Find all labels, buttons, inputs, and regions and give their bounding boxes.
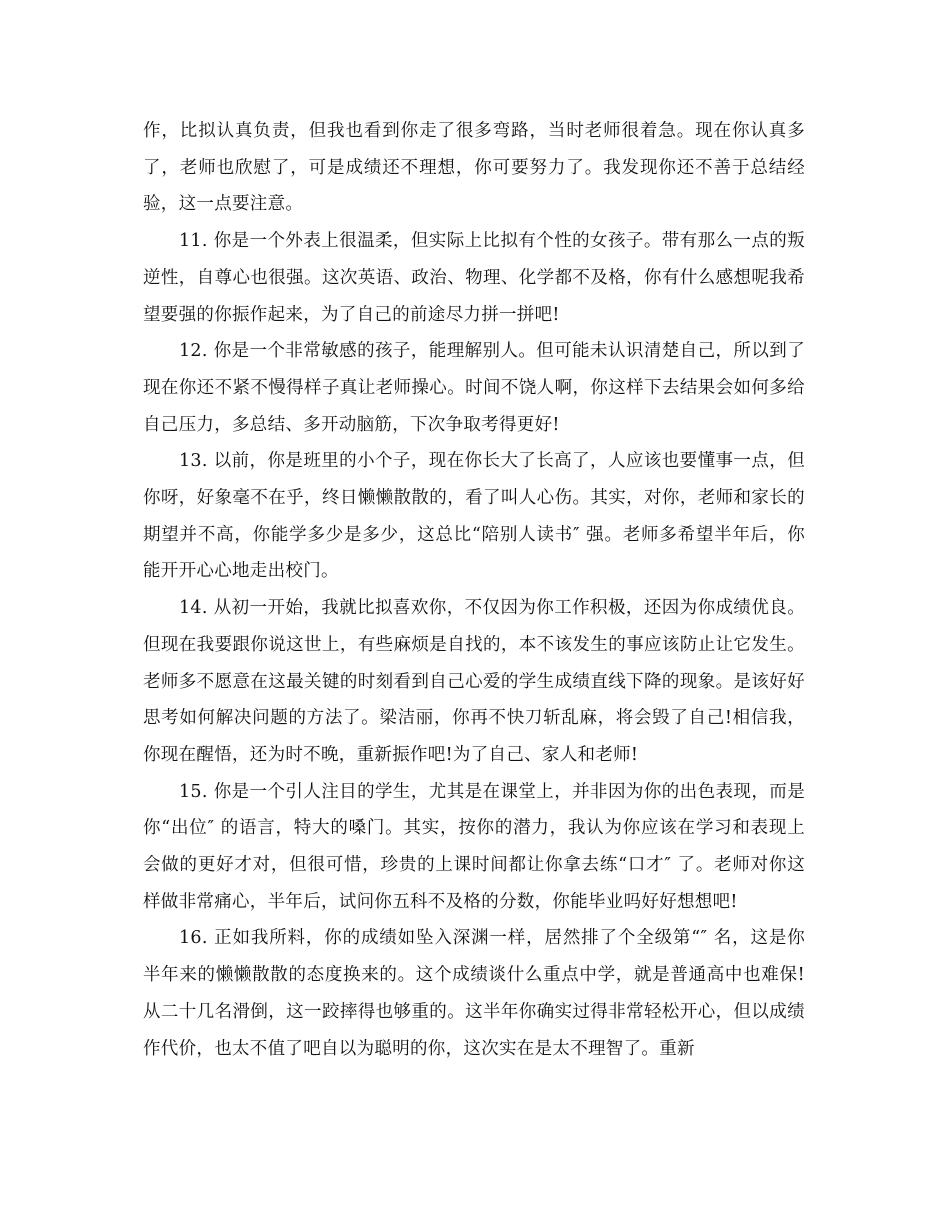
paragraph-item-15: 15. 你是一个引人注目的学生，尤其是在课堂上，并非因为你的出色表现，而是你“出位″ 的语言，特大的嗓门。其实，按你的潜力，我认为你应该在学习和表现上会做的更好才对，但很可惜，珍贵的上课时间都让你拿去练“口才″ 了。老师对你这样做非常痛心，半年后，试问你五科不及格的分数，你能毕业吗好好想想吧! [143, 781, 805, 912]
paragraph-item-16: 16. 正如我所料，你的成绩如坠入深渊一样，居然排了个全级第“″ 名，这是你半年来的懒懒散散的态度换来的。这个成绩谈什么重点中学，就是普通高中也难保!从二十几名滑倒，这一跤摔得也够重的。这半年你确实过得非常轻松开心，但以成绩作代价，也太不值了吧自以为聪明的你，这次实在是太不理智了。重新 [143, 928, 805, 1059]
paragraph-item-12: 12. 你是一个非常敏感的孩子，能理解别人。但可能未认识清楚自己，所以到了现在你还不紧不慢得样子真让老师操心。时间不饶人啊，你这样下去结果会如何多给自己压力，多总结、多开动脑筋，下次争取考得更好! [143, 341, 805, 435]
paragraph-continuation: 作，比拟认真负责，但我也看到你走了很多弯路，当时老师很着急。现在你认真多了，老师也欣慰了，可是成绩还不理想，你可要努力了。我发现你还不善于总结经验，这一点要注意。 [143, 121, 805, 215]
paragraph-item-14: 14. 从初一开始，我就比拟喜欢你，不仅因为你工作积极，还因为你成绩优良。但现在我要跟你说这世上，有些麻烦是自找的，本不该发生的事应该防止让它发生。老师多不愿意在这最关键的时刻看到自己心爱的学生成绩直线下降的现象。是该好好思考如何解决问题的方法了。梁洁丽，你再不快刀斩乱麻，将会毁了自己!相信我，你现在醒悟，还为时不晚，重新振作吧!为了自己、家人和老师! [143, 598, 805, 765]
paragraph-item-11: 11. 你是一个外表上很温柔，但实际上比拟有个性的女孩子。带有那么一点的叛逆性，自尊心也很强。这次英语、政治、物理、化学都不及格，你有什么感想呢我希望要强的你振作起来，为了自己的前途尽力拼一拼吧! [143, 231, 805, 325]
document-body [143, 113, 805, 1067]
paragraph-item-13: 13. 以前，你是班里的小个子，现在你长大了长高了，人应该也要懂事一点，但你呀，好象毫不在乎，终日懒懒散散的，看了叫人心伤。其实，对你，老师和家长的期望并不高，你能学多少是多少，这总比“陪别人读书″ 强。老师多希望半年后，你能开开心心地走出校门。 [143, 451, 805, 582]
